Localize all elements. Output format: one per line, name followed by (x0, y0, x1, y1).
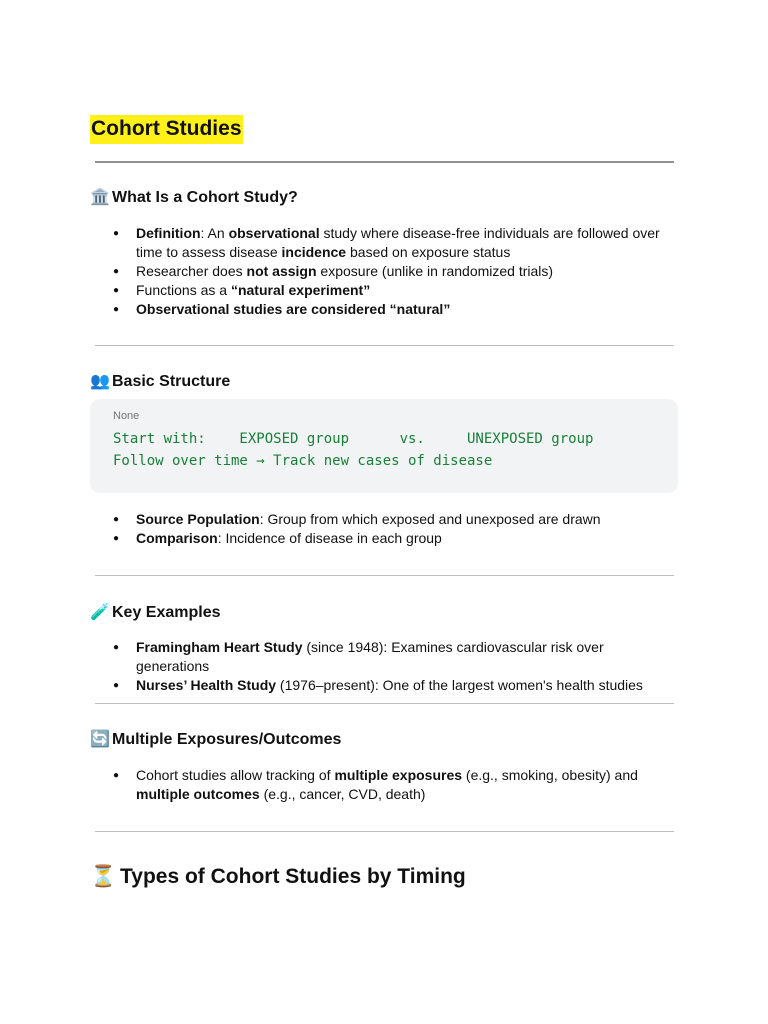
list-item: ● Source Population: Group from which exposed and unexposed are drawn (113, 510, 678, 529)
list-item: ● Comparison: Incidence of disease in each group (113, 529, 678, 548)
section-heading-text: What Is a Cohort Study? (112, 189, 298, 206)
hourglass-icon: ⏳ (90, 864, 117, 888)
section-heading-types (90, 862, 466, 891)
section-heading-multiple (90, 728, 341, 751)
divider (95, 831, 674, 832)
section-heading-basic-structure (90, 370, 230, 393)
list-item: ● Functions as a “natural experiment” (113, 281, 678, 300)
section-heading-what-is (90, 186, 298, 209)
multiple-list (113, 766, 678, 804)
test-tube-icon: 🧪 (90, 602, 110, 621)
divider (95, 161, 674, 163)
refresh-icon: 🔄 (90, 729, 110, 748)
building-icon: 🏛️ (90, 187, 110, 206)
code-block[interactable] (90, 399, 678, 493)
code-language-label: None (113, 410, 140, 422)
list-item: ● Researcher does not assign exposure (unlike in randomized trials) (113, 262, 678, 281)
code-line: Follow over time → Track new cases of disease (113, 453, 493, 469)
divider (95, 575, 674, 576)
section-heading-key-examples (90, 601, 221, 624)
list-item: ● Nurses’ Health Study (1976–present): One of the largest women's health studies (113, 676, 678, 695)
people-icon: 👥 (90, 371, 110, 390)
section-heading-text: Multiple Exposures/Outcomes (112, 731, 342, 748)
list-item: ● Framingham Heart Study (since 1948): Examines cardiovascular risk over generations (113, 638, 678, 676)
list-item: ● Definition: An observational study where disease-free individuals are followed over time to assess disease incidence based on exposure status (113, 224, 678, 262)
definition-list (113, 224, 678, 319)
page-title: Cohort Studies (90, 115, 243, 144)
section-heading-text: Key Examples (112, 604, 221, 621)
list-item: ● Observational studies are considered “natural” (113, 300, 678, 319)
structure-list (113, 510, 678, 548)
section-heading-text: Types of Cohort Studies by Timing (120, 865, 466, 888)
examples-list (113, 638, 678, 695)
section-heading-text: Basic Structure (112, 373, 231, 390)
code-line: Start with: EXPOSED group vs. UNEXPOSED group (113, 431, 594, 447)
divider (95, 703, 674, 704)
divider (95, 345, 674, 346)
list-item: ● Cohort studies allow tracking of multiple exposures (e.g., smoking, obesity) and multiple outcomes (e.g., cancer, CVD, death) (113, 766, 678, 804)
